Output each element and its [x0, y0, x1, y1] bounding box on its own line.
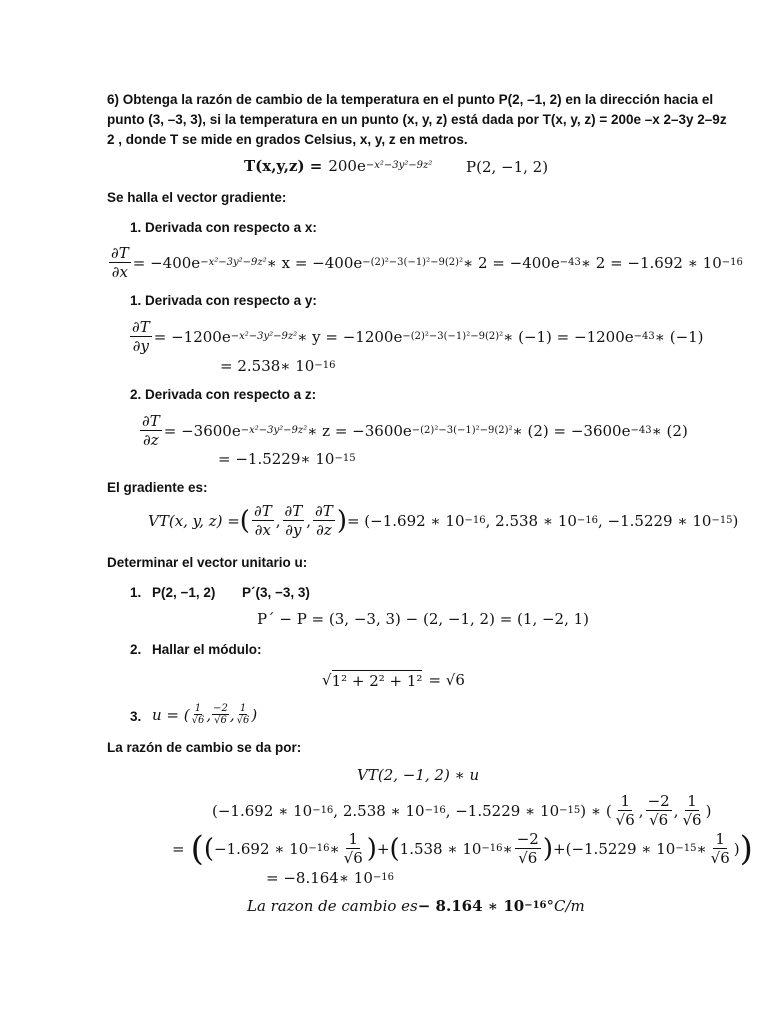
modulus-equation: √ 1² + 2² + 1² = √6 [322, 671, 465, 690]
dx-heading: 1. Derivada con respecto a x: [130, 220, 317, 235]
step-1-point-p: P(2, −1, 2) [152, 585, 216, 600]
rate-line-2: (−1.692 ∗ 10 −16 , 2.538 ∗ 10 −16 , −1.5229 ∗ 10 −15 ) ∗ ( $\frac{1}{√6}$ , $\frac{-2}{√6}$ , $\frac{1}{√6}$ ) [212, 792, 712, 829]
equation-dt-dy: $\frac{\partial T}{\partial y}$ = −1200e −x²−3y²−9z² ∗ y = −1200e −(2)²−3(−1)²−9(2)² ∗ (−1) = −1200e −43 ∗ (−1) [132, 318, 704, 355]
gradient-vector: VT(x, y, z) = ( $\frac{\partial T}{\partial x}$ , $\frac{\partial T}{\partial y}$ , $\frac{\partial T}{\partial z}$ ) = (−1.692 ∗ 10 −16 , 2.538 ∗ 10 −16 , −1.5229 ∗ 10 −15 ) [148, 502, 739, 539]
dy-result: = 2.538∗ 10 −16 [220, 357, 336, 375]
temperature-formula: T(x,y,z) = 200e −x²−3y²−9z² [244, 157, 433, 175]
equation-dt-dz: $\frac{\partial T}{\partial z}$ = −3600e −x²−3y²−9z² ∗ z = −3600e −(2)²−3(−1)²−9(2)² ∗ (2) = −3600e −43 ∗ (2) [142, 412, 688, 449]
problem-line-3: 2 , donde T se mide en grados Celsius, x, y, z en metros. [107, 132, 468, 147]
equation-dt-dx: $\frac{\partial T}{\partial x}$ = −400e −x²−3y²−9z² ∗ x = −400e −(2)²−3(−1)²−9(2)² ∗ 2 = −400e −43 ∗ 2 = −1.692 ∗ 10 −16 [111, 244, 743, 281]
step-1-number: 1. [130, 585, 142, 600]
step-3-number: 3. [130, 709, 142, 724]
unit-vector-heading: Determinar el vector unitario u: [107, 555, 308, 570]
gradient-heading: Se halla el vector gradiente: [107, 190, 287, 205]
rate-line-1: VT(2, −1, 2) ∗ u [357, 766, 480, 784]
final-answer: La razon de cambio es − 8.164 ∗ 10 −16 °C/m [247, 897, 585, 915]
step-1-point-p-prime: P´(3, −3, 3) [242, 585, 310, 600]
rate-heading: La razón de cambio se da por: [107, 740, 302, 755]
dz-result: = −1.5229∗ 10 −15 [218, 450, 356, 468]
p-prime-minus-p: P´ − P = (3, −3, 3) − (2, −1, 2) = (1, −2, 1) [257, 610, 590, 628]
step-2-label: Hallar el módulo: [152, 642, 262, 657]
problem-line-1: 6) Obtenga la razón de cambio de la temperatura en el punto P(2, –1, 2) en la dirección hacia el [107, 92, 714, 107]
point-p: P(2, −1, 2) [466, 158, 549, 176]
unit-vector-u: u = ( $\frac{1}{√6}$ , $\frac{-2}{√6}$ , $\frac{1}{√6}$ ) [152, 703, 258, 726]
rate-result: = −8.164∗ 10 −16 [266, 869, 395, 887]
step-2-number: 2. [130, 642, 142, 657]
dz-heading: 2. Derivada con respecto a z: [130, 387, 317, 402]
dy-heading: 1. Derivada con respecto a y: [130, 293, 317, 308]
gradient-is-heading: El gradiente es: [107, 480, 208, 495]
rate-line-3: = ( ( −1.692 ∗ 10 −16 ∗ $\frac{1}{√6}$ ) + ( 1.538 ∗ 10 −16 ∗ $\frac{-2}{√6}$ ) + (−1.5229 ∗ 10 −15 ∗ $\frac{1}{√6}$ ) ) [172, 828, 753, 869]
problem-line-2: punto (3, –3, 3), si la temperatura en un punto (x, y, z) está dada por T(x, y, z) = 200e –x 2–3y 2–9z [107, 112, 727, 127]
